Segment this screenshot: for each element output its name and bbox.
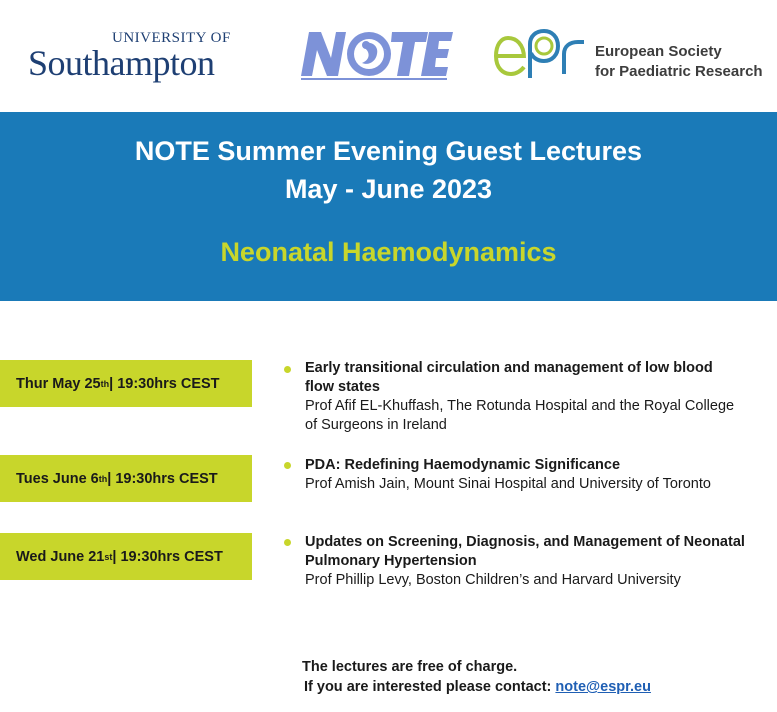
footer-note bbox=[302, 657, 651, 697]
lecture-3 bbox=[305, 533, 745, 590]
soton-logo-line1: UNIVERSITY OF bbox=[112, 30, 231, 46]
lecture-3-day: Wed June 21 bbox=[16, 548, 105, 565]
banner-subtitle: Neonatal Haemodynamics bbox=[220, 237, 557, 267]
lecture-1-time: | 19:30hrs CEST bbox=[109, 375, 220, 392]
lecture-1-day: Thur May 25 bbox=[16, 375, 101, 392]
banner-title-line1: NOTE Summer Evening Guest Lectures bbox=[134, 136, 643, 166]
lecture-1-date: Thur May 25 th | 19:30hrs CEST bbox=[0, 360, 252, 407]
soton-logo-line2: Southampton bbox=[28, 43, 215, 83]
lecture-2-date: Tues June 6 th | 19:30hrs CEST bbox=[0, 455, 252, 502]
lecture-2-bullet bbox=[284, 462, 291, 469]
lecture-2-time: | 19:30hrs CEST bbox=[107, 470, 218, 487]
footer-contact-prefix: If you are interested please contact: bbox=[304, 679, 556, 695]
lecture-1-speaker: Prof Afif EL-Khuffash, The Rotunda Hospital and the Royal College of Surgeons in Ireland bbox=[305, 398, 735, 433]
lecture-1-bullet bbox=[284, 366, 291, 373]
espr-logo-mark bbox=[494, 20, 586, 80]
title-banner bbox=[0, 112, 777, 301]
footer-contact bbox=[302, 677, 651, 697]
lecture-2-speaker: Prof Amish Jain, Mount Sinai Hospital and University of Toronto bbox=[305, 476, 711, 492]
contact-email-link[interactable]: note@espr.eu bbox=[555, 679, 651, 695]
lecture-1 bbox=[305, 359, 745, 435]
espr-logo-text bbox=[595, 42, 763, 82]
lecture-2 bbox=[305, 456, 745, 494]
lecture-2-title: PDA: Redefining Haemodynamic Significance bbox=[305, 457, 621, 473]
lecture-2-day: Tues June 6 bbox=[16, 470, 99, 487]
lecture-3-speaker: Prof Phillip Levy, Boston Children’s and Harvard University bbox=[305, 572, 681, 588]
espr-logo-line1: European Society bbox=[595, 43, 722, 60]
lecture-3-date: Wed June 21 st | 19:30hrs CEST bbox=[0, 533, 252, 580]
note-logo bbox=[297, 28, 453, 80]
lecture-3-time: | 19:30hrs CEST bbox=[112, 548, 223, 565]
lecture-3-title: Updates on Screening, Diagnosis, and Management of Neonatal Pulmonary Hypertension bbox=[305, 534, 745, 569]
lecture-3-bullet bbox=[284, 539, 291, 546]
header-logos bbox=[0, 0, 777, 112]
footer-free-of-charge: The lectures are free of charge. bbox=[302, 659, 518, 675]
banner-title-line2: May - June 2023 bbox=[284, 174, 493, 204]
lecture-1-title: Early transitional circulation and management of low blood flow states bbox=[305, 360, 713, 395]
espr-logo-line2: for Paediatric Research bbox=[595, 63, 763, 80]
